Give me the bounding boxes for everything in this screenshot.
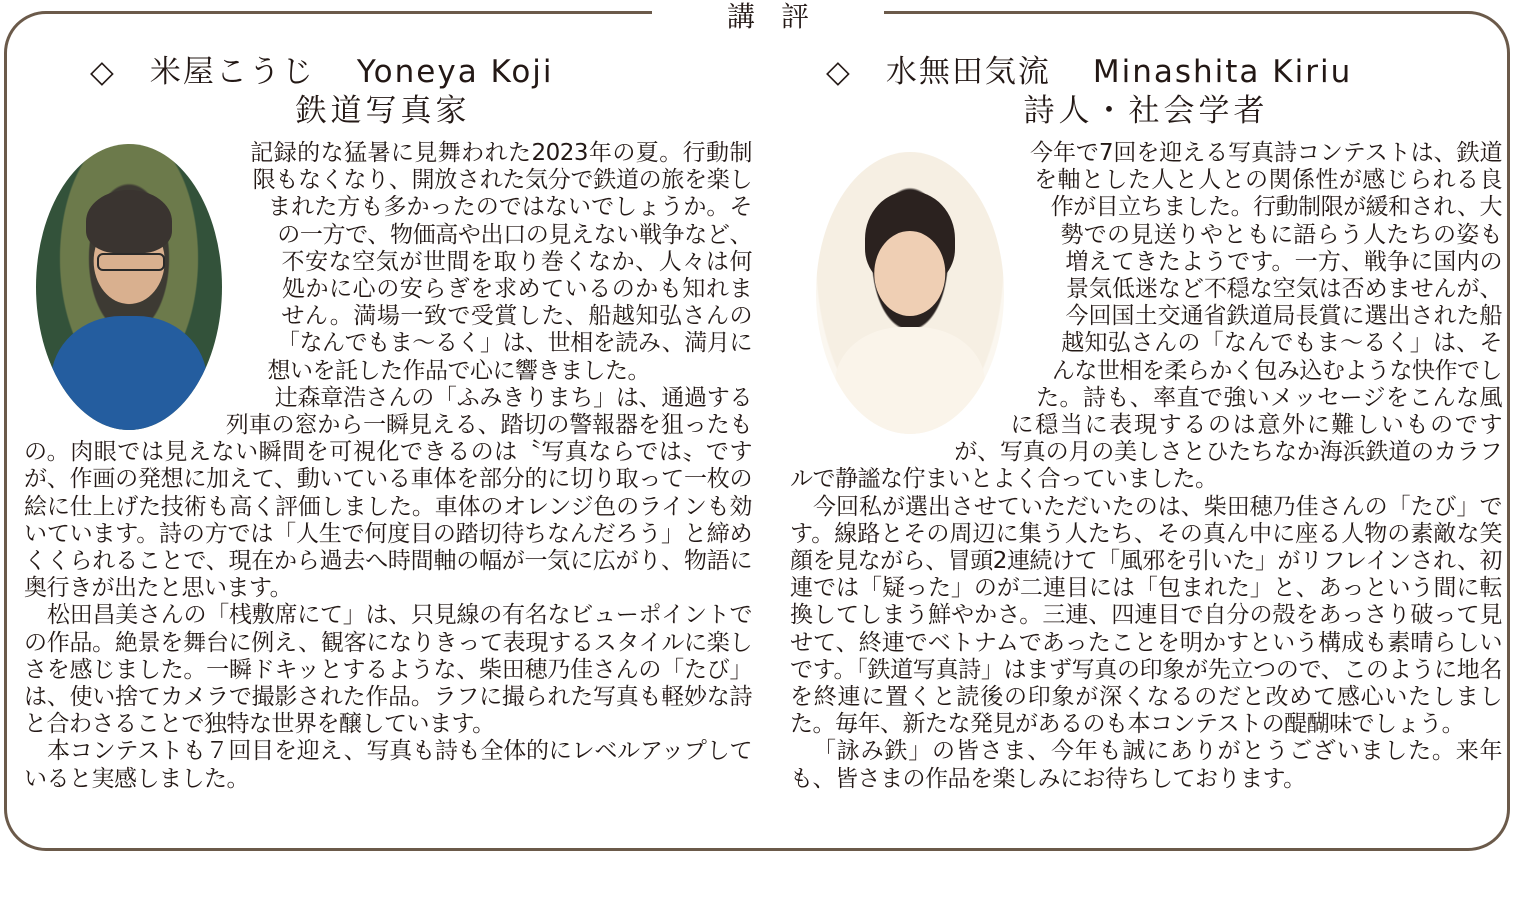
hair-shape — [86, 190, 172, 253]
review-body — [24, 140, 752, 793]
shirt-shape — [51, 316, 207, 430]
review-paragraph: 本コンテストも７回目を迎え、写真も詩も全体的にレベルアップしていると実感しました。 — [24, 738, 752, 792]
review-paragraph: 松田昌美さんの「桟敷席にて」は、只見線の有名なビューポイントでの作品。絶景を舞台に例え、観客になりきって表現するスタイルに楽しさを感じました。一瞬ドキッとするような、柴田穂乃佳さんの「たび」は、使い捨てカメラで撮影された作品。ラフに撮られた写真も軽妙な詩と合わさることで独特な世界を醸しています。 — [24, 602, 752, 738]
reviewer-name-en: Minashita Kiriu — [1092, 54, 1353, 90]
reviewer-column-left — [24, 52, 752, 793]
review-paragraph: 「詠み鉄」の皆さま、今年も誠にありがとうございました。来年も、皆さまの作品を楽しみにお待ちしております。 — [790, 738, 1502, 792]
review-paragraph: 記録的な猛暑に見舞われた2023年の夏。行動制限もなくなり、開放された気分で鉄道の旅を楽しまれた方も多かったのではないでしょうか。その一方で、物価高や出口の見えない戦争など、不安な空気が世間を取り巻くなか、人々は何処かに心の安らぎを求めているのかも知れません。満場一致で受賞した、船越知弘さんの「なんでもま〜るく」は、世相を読み、満月に想いを託した作品で心に響きました。 — [250, 140, 752, 384]
review-body — [790, 140, 1502, 793]
review-paragraph: 辻森章浩さんの「ふみきりまち」は、通過する列車の窓から一瞬見える、踏切の警報器を狙ったもの。肉眼では見えない瞬間を可視化できるのは〝写真ならでは〟ですが、作画の発想に加えて、動いている車体を部分的に切り取って一枚の絵に仕上げた技術も高く評価しました。車体のオレンジ色のラインも効いています。詩の方では「人生で何度目の踏切待ちなんだろう」と締めくくられることで、現在から過去へ時間軸の幅が一気に広がり、物語に奥行きが出たと思います。 — [24, 384, 752, 602]
reviewer-title: 鉄道写真家 — [295, 93, 471, 129]
review-paragraph: 今回私が選出させていただいたのは、柴田穂乃佳さんの「たび」です。線路とその周辺に集う人たち、その真ん中に座る人物の素敵な笑顔を見ながら、冒頭2連続けて「風邪を引いた」がリフレインされ、初連では「疑った」のが二連目には「包まれた」と、あっという間に転換してしまう鮮やかさ。三連、四連目で自分の殻をあっさり破って見せて、終連でベトナムであったことを明かすという構成も素晴らしいです。「鉄道写真詩」はまず写真の印象が先立つので、このように地名を終連に置くと読後の印象が深くなるのだと改めて感心いたしました。毎年、新たな発見があるのも本コンテストの醍醐味でしょう。 — [790, 493, 1502, 738]
blouse-shape — [835, 327, 985, 434]
reviewer-column-right — [790, 52, 1502, 793]
reviewer-name-line — [790, 52, 1502, 92]
review-paragraph: 今年で7回を迎える写真詩コンテストは、鉄道を軸とした人と人との関係性が感じられる良作が目立ちました。行動制限が緩和され、大勢での見送りやともに語らう人たちの姿も増えてきたようです。一方、戦争に国内の景気低迷など不穏な空気は否めませんが、今回国土交通省鉄道局長賞に選出された船越知弘さんの「なんでもま〜るく」は、そんな世相を柔らかく包み込むような快作でした。詩も、率直で強いメッセージをこんな風に穏当に表現するのは意外に難しいものですが、写真の月の美しさとひたちなか海浜鉄道のカラフルで静謐な佇まいとよく合っていました。 — [790, 140, 1503, 493]
section-heading: 講評 — [726, 0, 835, 33]
reviewer-title: 詩人・社会学者 — [1023, 93, 1269, 129]
diamond-icon: ◇ — [90, 54, 116, 90]
portrait-woman-photo — [816, 152, 1004, 434]
reviewer-name-jp: 米屋こうじ — [149, 54, 315, 90]
glasses-icon — [97, 253, 164, 271]
diamond-icon: ◇ — [826, 54, 852, 90]
face-shape — [874, 231, 945, 316]
reviewer-name-line — [24, 52, 752, 92]
reviewer-name-en: Yoneya Koji — [356, 54, 554, 90]
portrait-man-photo — [36, 144, 222, 430]
reviewer-name-jp: 水無田気流 — [885, 54, 1051, 90]
